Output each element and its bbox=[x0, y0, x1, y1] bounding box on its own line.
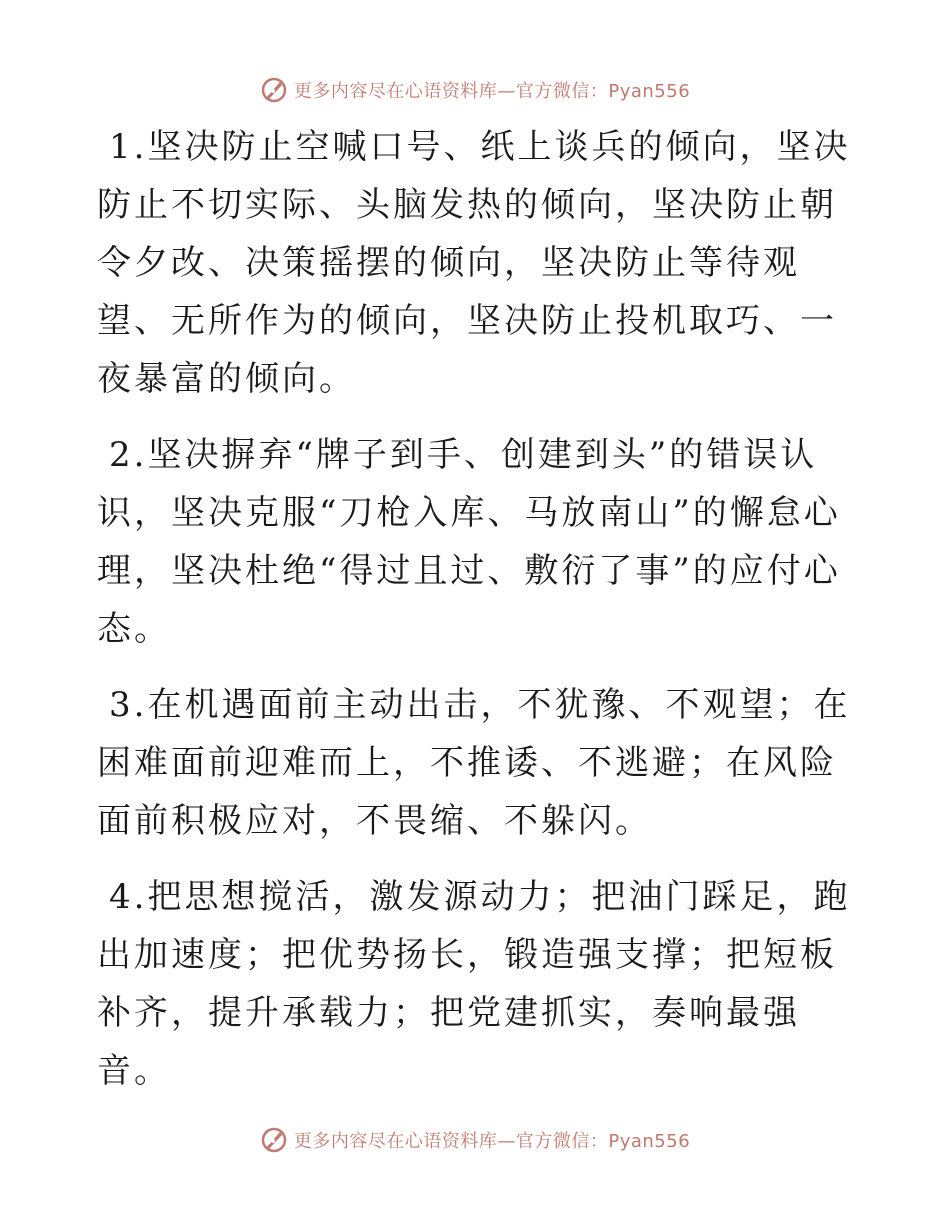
paragraph-number: 1. bbox=[109, 127, 148, 167]
paragraph-number: 4. bbox=[109, 877, 148, 917]
quill-logo-icon bbox=[260, 1126, 288, 1154]
document-body bbox=[97, 118, 857, 1118]
paragraph-number: 3. bbox=[109, 685, 148, 725]
paragraph-text: 坚决摒弃“牌子到手、创建到头”的错误认识，坚决克服“刀枪入库、马放南山”的懈怠心理，坚决杜绝“得过且过、敷衍了事”的应付心态。 bbox=[97, 435, 841, 649]
quill-logo-icon bbox=[260, 76, 288, 104]
paragraph-1 bbox=[97, 118, 857, 408]
paragraph-3 bbox=[97, 676, 857, 850]
paragraph-text: 坚决防止空喊口号、纸上谈兵的倾向，坚决防止不切实际、头脑发热的倾向，坚决防止朝令夕改、决策摇摆的倾向，坚决防止等待观望、无所作为的倾向，坚决防止投机取巧、一夜暴富的倾向。 bbox=[97, 127, 851, 399]
header-watermark bbox=[0, 70, 950, 110]
paragraph-number: 2. bbox=[109, 435, 148, 475]
header-watermark-text: 更多内容尽在心语资料库—官方微信：Pyan556 bbox=[293, 81, 691, 102]
footer-watermark-text: 更多内容尽在心语资料库—官方微信：Pyan556 bbox=[293, 1131, 691, 1152]
paragraph-4 bbox=[97, 868, 857, 1100]
paragraph-text: 把思想搅活，激发源动力；把油门踩足，跑出加速度；把优势扬长，锻造强支撑；把短板补齐，提升承载力；把党建抓实，奏响最强音。 bbox=[97, 877, 851, 1091]
footer-watermark bbox=[0, 1120, 950, 1160]
paragraph-text: 在机遇面前主动出击，不犹豫、不观望；在困难面前迎难而上，不推诿、不逃避；在风险面前积极应对，不畏缩、不躲闪。 bbox=[97, 685, 851, 841]
paragraph-2 bbox=[97, 426, 857, 658]
